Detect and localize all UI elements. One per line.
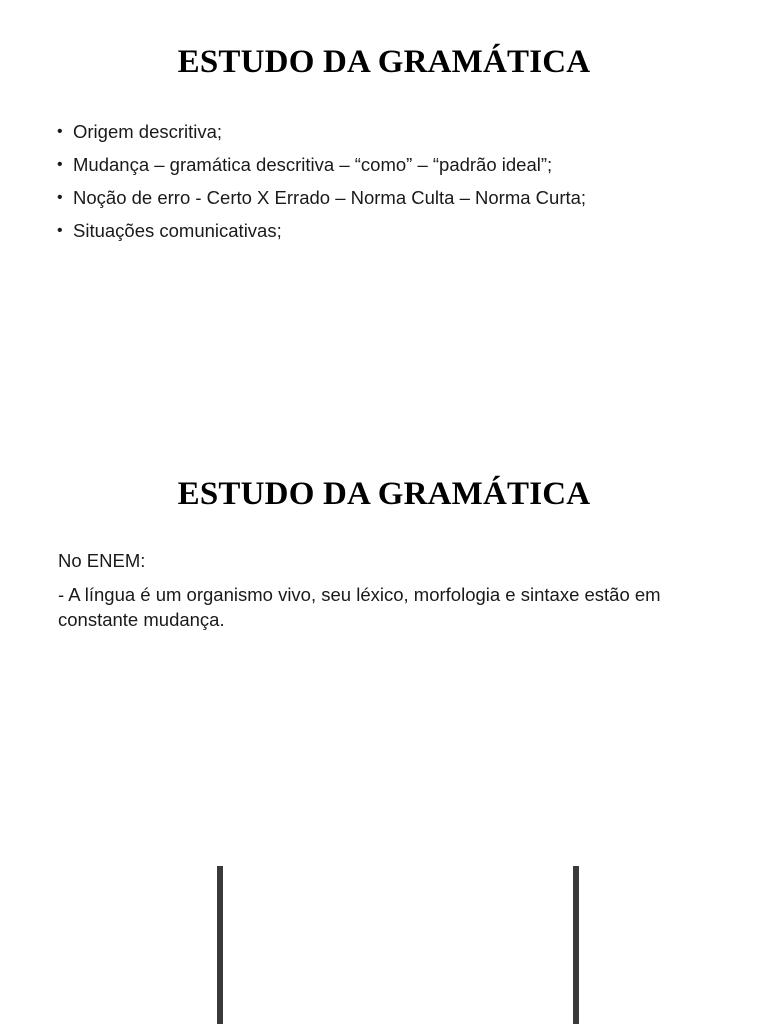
bullet-text: Mudança – gramática descritiva – “como” – “padrão ideal”; xyxy=(73,154,553,175)
slide-2-text: - A língua é um organismo vivo, seu léxico, morfologia e sintaxe estão em constante mudança. xyxy=(58,584,661,630)
bullet-marker: • xyxy=(57,222,63,239)
bullet-text: Situações comunicativas; xyxy=(73,220,282,241)
slide-3-frame xyxy=(217,866,579,1024)
bullet-item xyxy=(57,116,586,149)
bullet-item xyxy=(57,149,586,182)
bullet-marker: • xyxy=(57,123,63,140)
slide-2-body xyxy=(58,548,708,641)
bullet-item xyxy=(57,215,586,248)
slide-2-intro: No ENEM: xyxy=(58,550,146,571)
slide-1-title: ESTUDO DA GRAMÁTICA xyxy=(177,44,591,80)
bullet-marker: • xyxy=(57,189,63,206)
bullet-text: Origem descritiva; xyxy=(73,121,223,142)
bullet-item xyxy=(57,182,586,215)
bullet-marker: • xyxy=(57,156,63,173)
bullet-text: Noção de erro - Certo X Errado – Norma Culta – Norma Curta; xyxy=(73,187,587,208)
slide-1-bullet-list xyxy=(57,116,586,248)
slide-2-title: ESTUDO DA GRAMÁTICA xyxy=(177,476,591,512)
